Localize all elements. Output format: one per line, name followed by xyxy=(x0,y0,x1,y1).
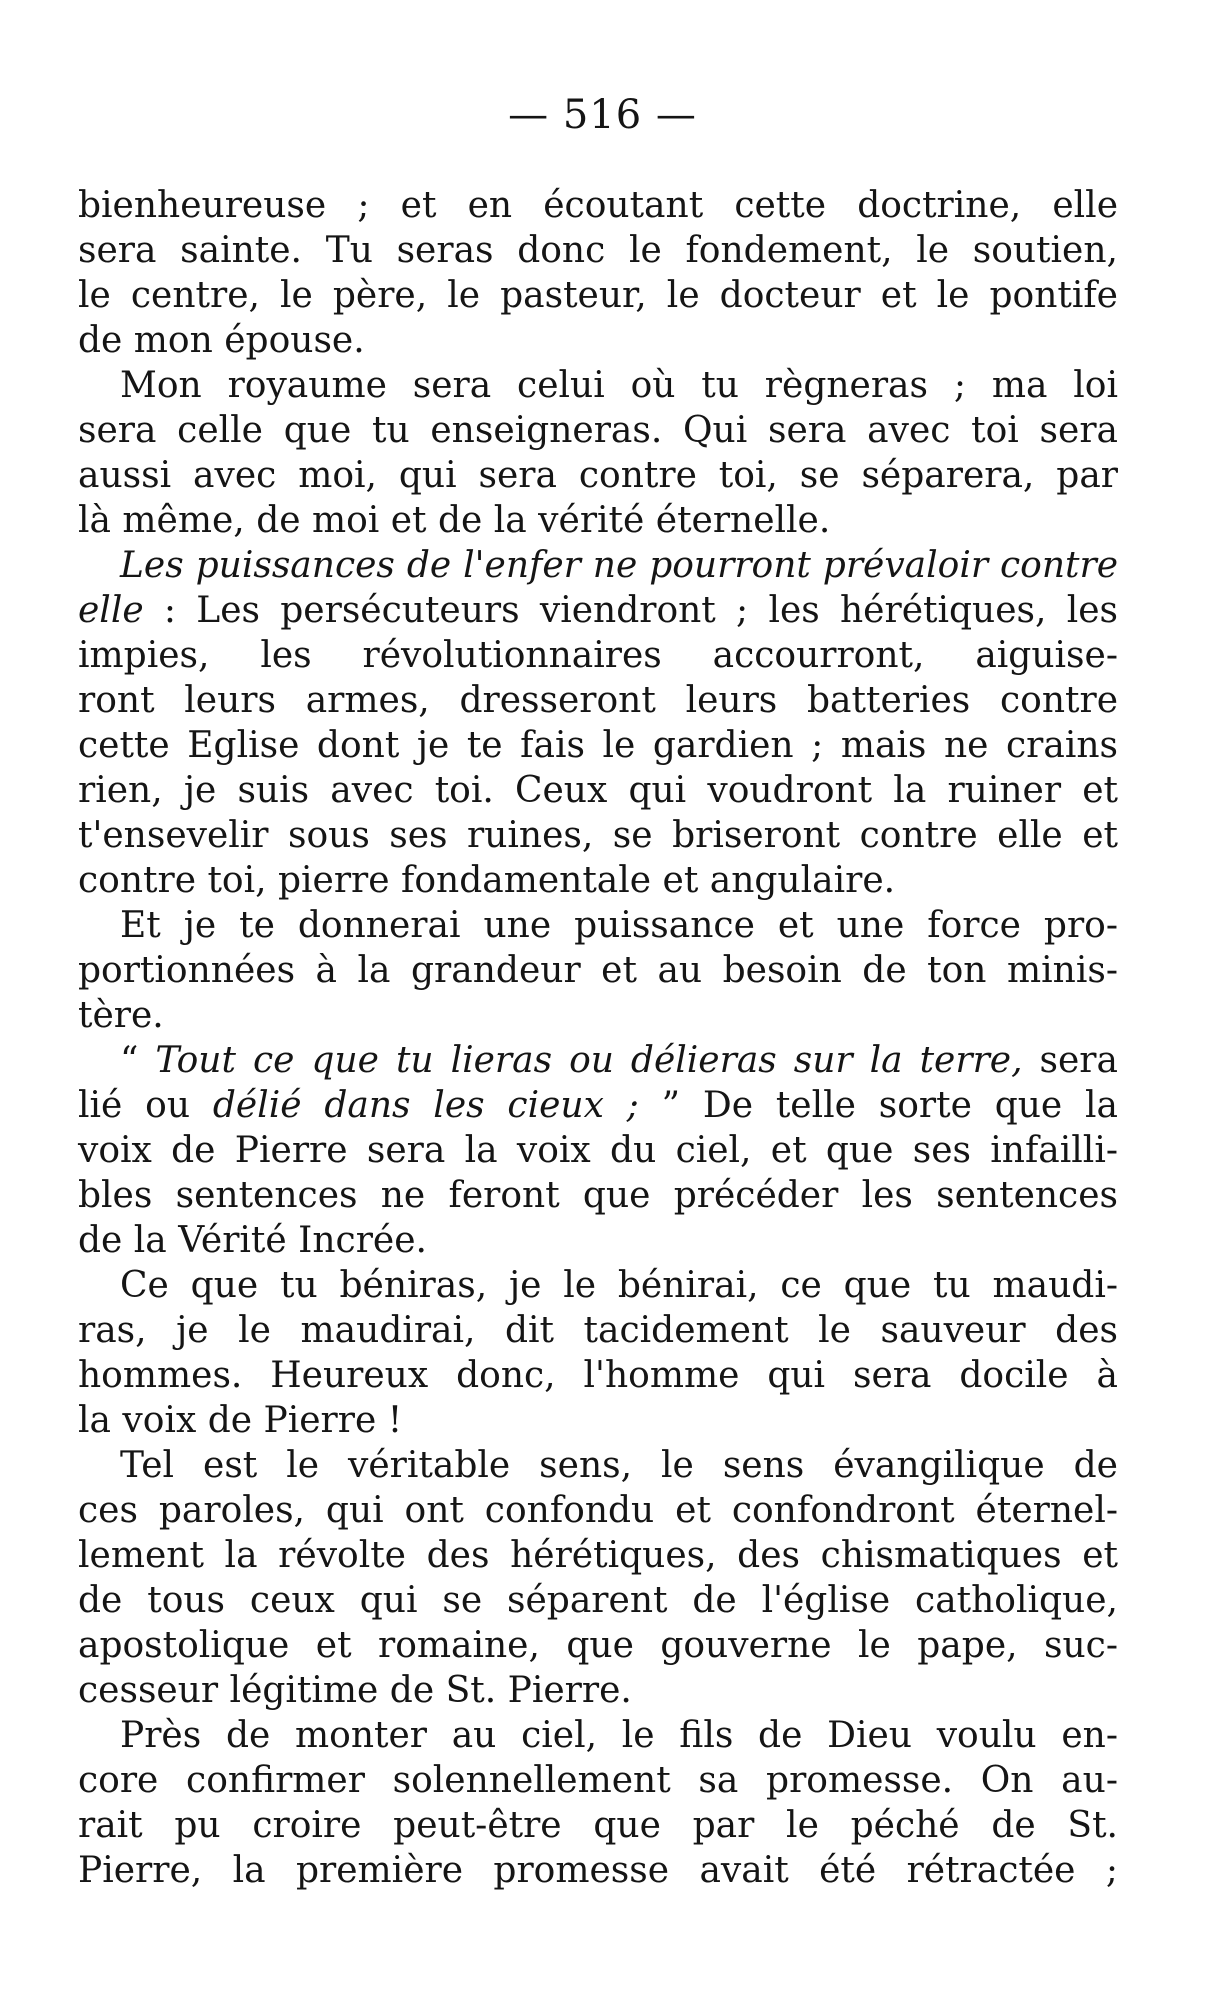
text-segment: tère. xyxy=(78,995,164,1036)
text-segment: le centre, le père, le pasteur, le docteur et le pontife xyxy=(78,275,1118,316)
text-line xyxy=(78,1308,1118,1353)
text-line xyxy=(78,1083,1118,1128)
text-segment: aussi avec moi, qui sera contre toi, se séparera, par xyxy=(78,455,1118,496)
text-segment: t'ensevelir sous ses ruines, se briseront contre elle et xyxy=(78,815,1118,856)
text-line xyxy=(78,1578,1118,1623)
text-line xyxy=(78,1713,1118,1758)
text-line xyxy=(78,993,1118,1038)
text-segment: sera sainte. Tu seras donc le fondement, le soutien, xyxy=(78,230,1118,271)
text-segment: de la Vérité Incrée. xyxy=(78,1220,427,1261)
text-segment: cette Eglise dont je te fais le gardien ; mais ne crains xyxy=(78,725,1118,766)
text-segment: apostolique et romaine, que gouverne le pape, suc- xyxy=(78,1625,1118,1666)
text-segment: impies, les révolutionnaires accourront, aiguise- xyxy=(78,635,1118,676)
text-line xyxy=(78,1128,1118,1173)
text-segment: sera celle que tu enseigneras. Qui sera avec toi sera xyxy=(78,410,1118,451)
text-segment: contre toi, pierre fondamentale et angulaire. xyxy=(78,860,896,901)
text-line xyxy=(78,1623,1118,1668)
text-segment: lié ou xyxy=(78,1085,213,1126)
text-segment: bles sentences ne feront que précéder les sentences xyxy=(78,1175,1118,1216)
text-line xyxy=(78,363,1118,408)
italic-text: délié dans les cieux ; xyxy=(212,1085,639,1126)
text-line xyxy=(78,453,1118,498)
text-line xyxy=(78,1263,1118,1308)
text-line xyxy=(78,183,1118,228)
text-segment: “ xyxy=(120,1040,156,1081)
text-segment: Mon royaume sera celui où tu règneras ; ma loi xyxy=(120,365,1118,406)
text-segment: là même, de moi et de la vérité éternelle. xyxy=(78,500,831,541)
text-segment: Tel est le véritable sens, le sens évangilique de xyxy=(120,1445,1118,1486)
text-line xyxy=(78,1758,1118,1803)
text-segment: rait pu croire peut-être que par le péché de St. xyxy=(78,1805,1118,1846)
text-line xyxy=(78,1038,1118,1083)
text-line xyxy=(78,813,1118,858)
text-segment: de tous ceux qui se séparent de l'église catholique, xyxy=(78,1580,1118,1621)
text-segment: portionnées à la grandeur et au besoin de ton minis- xyxy=(78,950,1118,991)
text-line xyxy=(78,228,1118,273)
text-line xyxy=(78,858,1118,903)
text-line xyxy=(78,1398,1118,1443)
text-line xyxy=(78,1488,1118,1533)
text-segment: la voix de Pierre ! xyxy=(78,1400,403,1441)
page-number: — 516 — xyxy=(508,92,697,138)
text-line xyxy=(78,1668,1118,1713)
text-segment: Et je te donnerai une puissance et une force pro- xyxy=(120,905,1118,946)
text-segment: ront leurs armes, dresseront leurs batteries contre xyxy=(78,680,1118,721)
italic-text: Tout ce que tu lieras ou délieras sur la terre, xyxy=(155,1040,1023,1081)
text-segment: Près de monter au ciel, le fils de Dieu voulu en- xyxy=(120,1715,1118,1756)
text-line xyxy=(78,723,1118,768)
text-line xyxy=(78,1533,1118,1578)
body-text xyxy=(78,183,1118,1893)
text-line xyxy=(78,318,1118,363)
text-segment: voix de Pierre sera la voix du ciel, et que ses infailli- xyxy=(78,1130,1118,1171)
text-line xyxy=(78,633,1118,678)
text-line xyxy=(78,678,1118,723)
text-line xyxy=(78,1803,1118,1848)
text-segment: : Les persécuteurs viendront ; les hérétiques, les xyxy=(143,590,1118,631)
text-segment: ” De telle sorte que la xyxy=(638,1085,1119,1126)
text-segment: Ce que tu béniras, je le bénirai, ce que tu maudi- xyxy=(120,1265,1118,1306)
text-line xyxy=(78,588,1118,633)
text-segment: ces paroles, qui ont confondu et confondront éternel- xyxy=(78,1490,1118,1531)
text-line xyxy=(78,1848,1118,1893)
text-line xyxy=(78,903,1118,948)
text-segment: ras, je le maudirai, dit tacidement le sauveur des xyxy=(78,1310,1118,1351)
text-line xyxy=(78,768,1118,813)
italic-text: Les puissances de l'enfer ne pourront prévaloir contre xyxy=(120,545,1118,586)
text-segment: bienheureuse ; et en écoutant cette doctrine, elle xyxy=(78,185,1118,226)
text-segment: lement la révolte des hérétiques, des chismatiques et xyxy=(78,1535,1118,1576)
text-line xyxy=(78,498,1118,543)
italic-text: elle xyxy=(78,590,144,631)
text-segment: hommes. Heureux donc, l'homme qui sera docile à xyxy=(78,1355,1118,1396)
text-line xyxy=(78,543,1118,588)
text-segment: rien, je suis avec toi. Ceux qui voudront la ruiner et xyxy=(78,770,1118,811)
text-segment: de mon épouse. xyxy=(78,320,365,361)
text-segment: core confirmer solennellement sa promesse. On au- xyxy=(78,1760,1118,1801)
text-line xyxy=(78,1443,1118,1488)
text-segment: Pierre, la première promesse avait été rétractée ; xyxy=(78,1850,1118,1891)
text-segment: cesseur légitime de St. Pierre. xyxy=(78,1670,632,1711)
text-line xyxy=(78,1173,1118,1218)
text-line xyxy=(78,408,1118,453)
text-line xyxy=(78,1353,1118,1398)
text-line xyxy=(78,1218,1118,1263)
text-segment: sera xyxy=(1022,1040,1118,1081)
text-line xyxy=(78,273,1118,318)
text-line xyxy=(78,948,1118,993)
